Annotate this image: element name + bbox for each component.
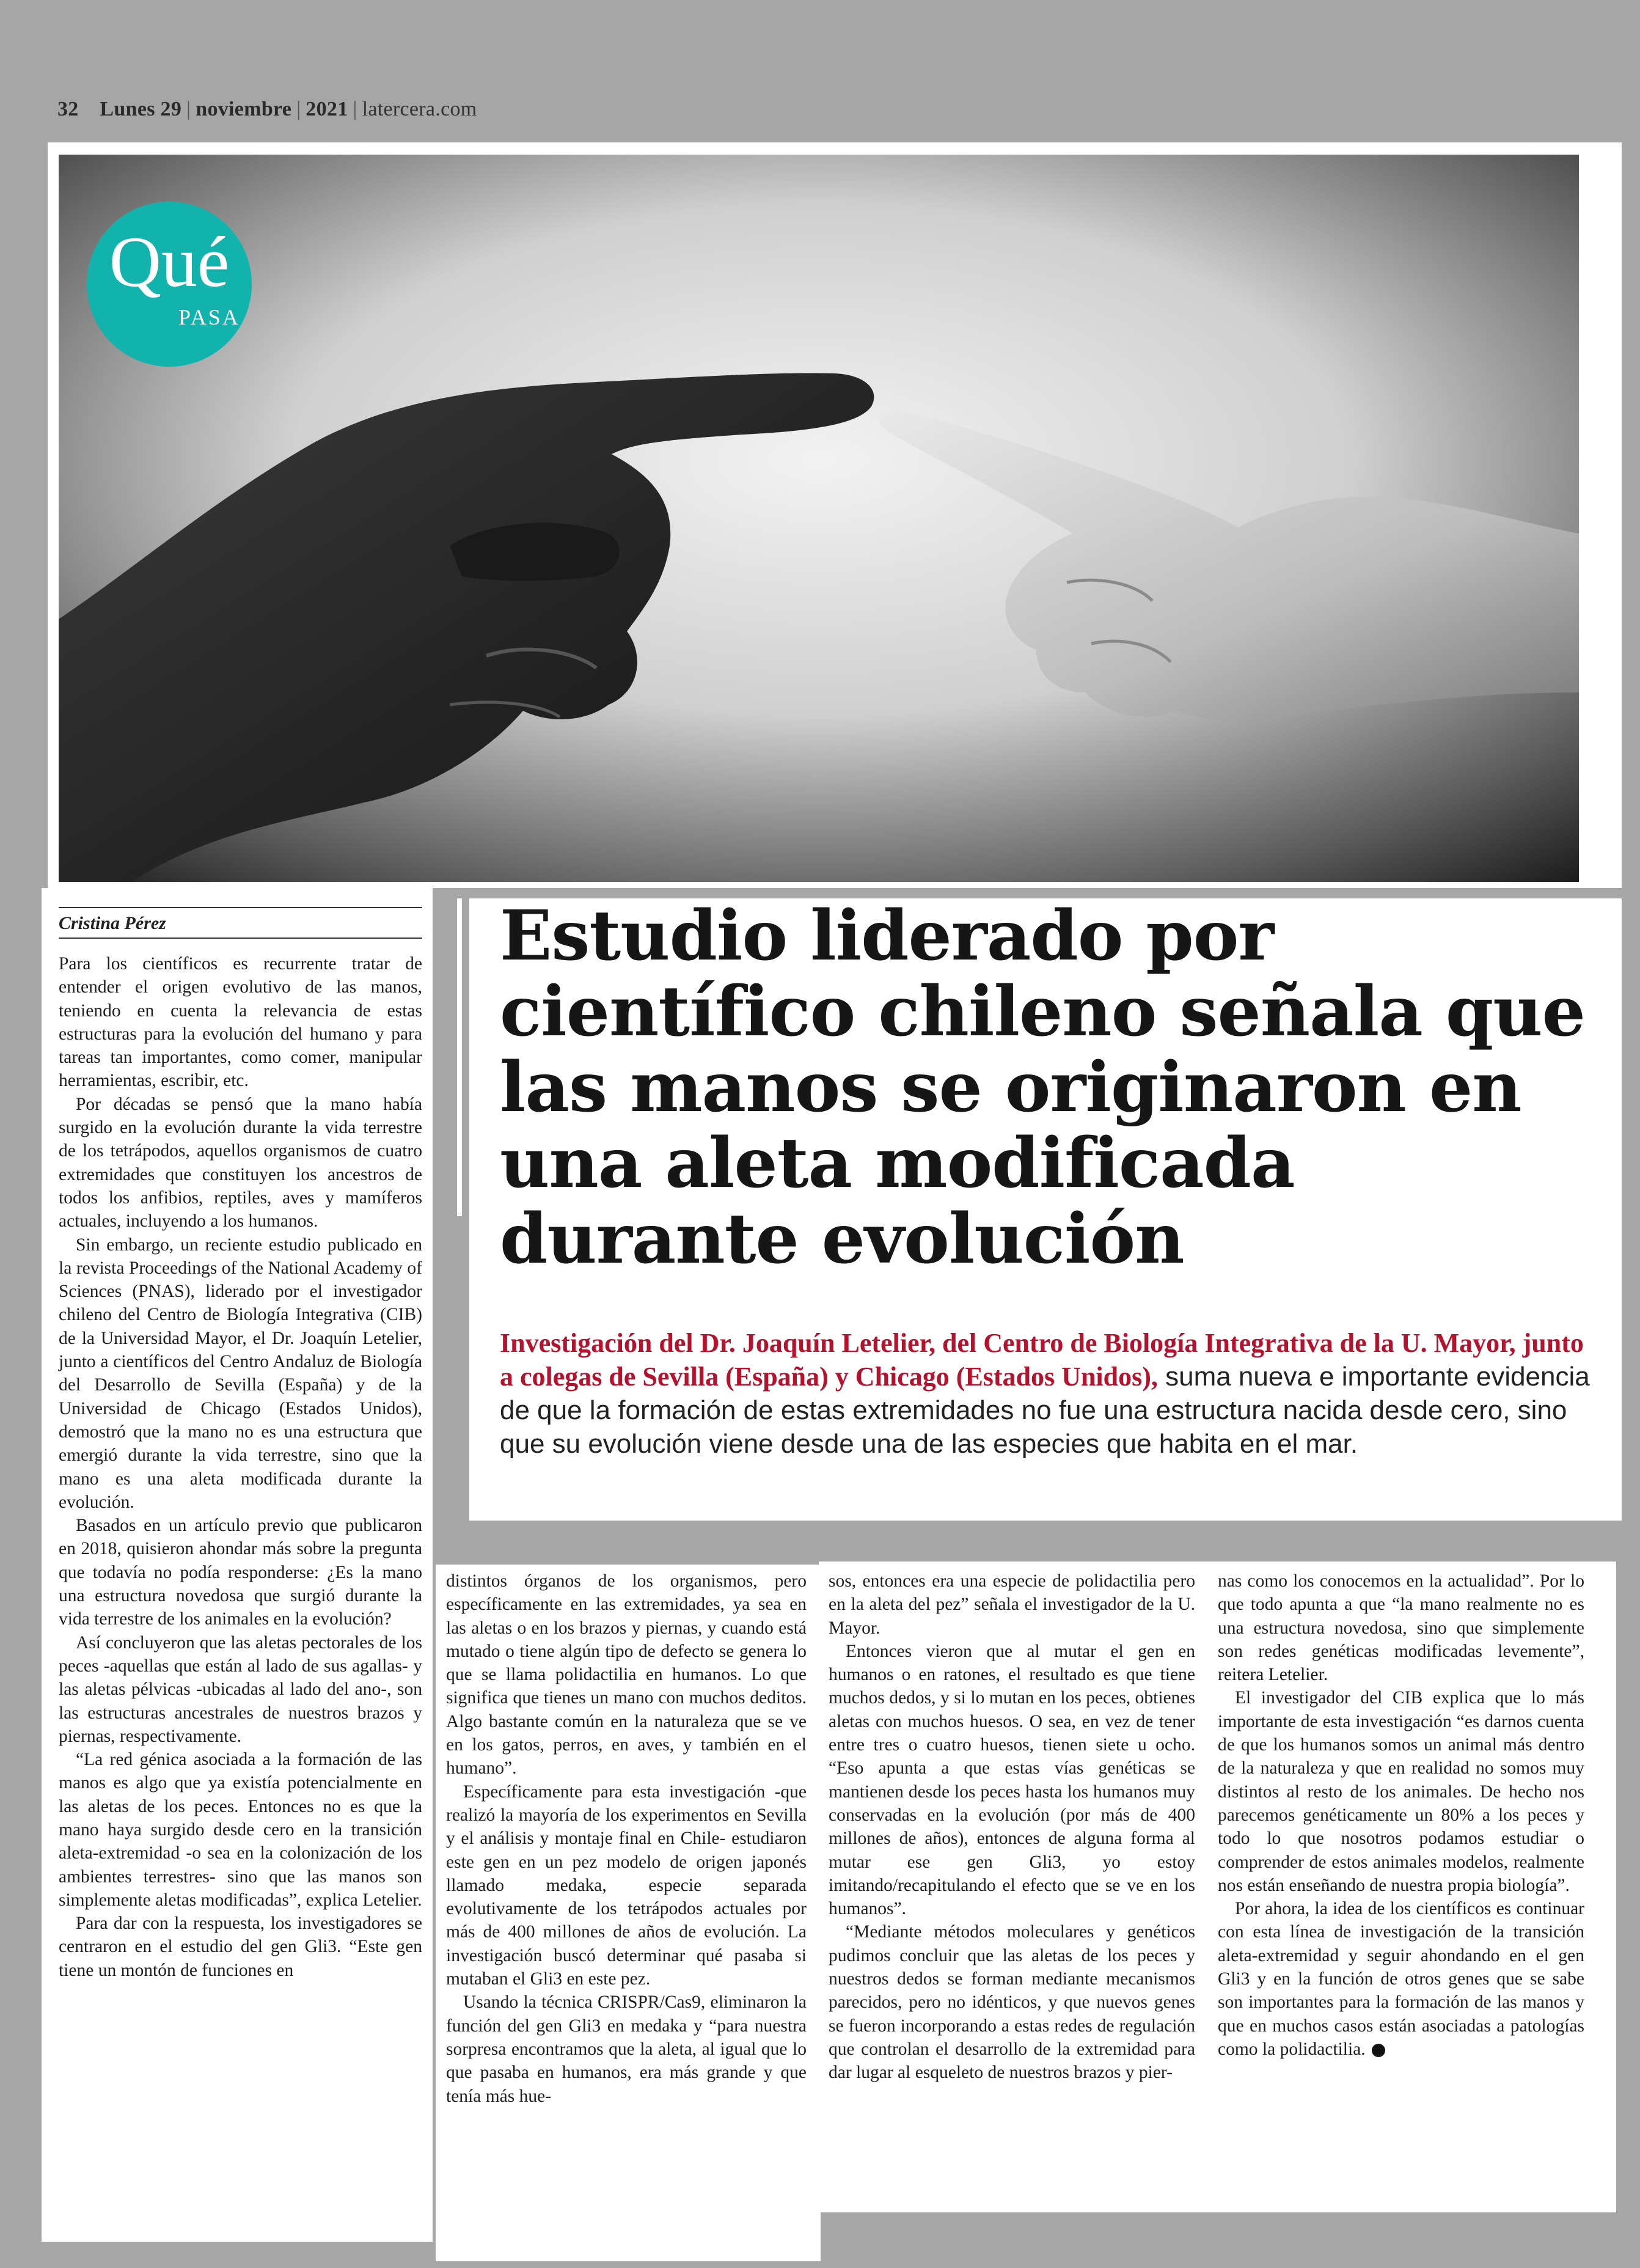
- paragraph: Específicamente para esta investigación -que realizó la mayoría de los experimentos en Sevilla y el análisis y montaje final en Chile- estudiaron este gen en un pez modelo de origen japonés llamado medaka, especie separada evolutivamente de los tetrápodos actuales por más de 400 millones de años de evolución. La investigación buscó determinar qué pasaba si mutaban el Gli3 en este pez.: [446, 1782, 807, 1989]
- paragraph: sos, entonces era una especie de polidactilia pero en la aleta del pez” señala el investigador de la U. Mayor.: [829, 1571, 1195, 1638]
- page-folio: 32 Lunes 29 | noviembre | 2021 | latercera.com: [57, 98, 477, 120]
- logo-word-que: Qué: [109, 222, 230, 302]
- paragraph: Usando la técnica CRISPR/Cas9, eliminaron la función del gen Gli3 en medaka y “para nuestra sorpresa encontramos que la aleta, al igual que lo que pasaba en humanos, era más grande y que tenía más hue-: [446, 1992, 807, 2106]
- issue-month: noviembre: [196, 98, 292, 120]
- byline: Cristina Pérez: [59, 907, 422, 939]
- paragraph: Así concluyeron que las aletas pectorales de los peces -aquellas que están al lado de sus agallas- y las aletas pélvicas -ubicadas al lado del ano-, son las estructuras ancestrales de nuestros brazos y piernas, respectivamente.: [59, 1632, 422, 1746]
- paragraph: Basados en un artículo previo que publicaron en 2018, quisieron ahondar más sobre la pregunta que todavía no podía responderse: ¿Es la mano una estructura novedosa que surgió durante la vida terrestre de los animales en la evolución?: [59, 1516, 422, 1629]
- site-link[interactable]: latercera.com: [362, 98, 477, 120]
- paragraph: El investigador del CIB explica que lo más importante de esta investigación “es darnos cuenta de que los humanos somos un animal más dentro de la naturaleza y que en realidad no somos muy distintos al resto de los animales. De hecho nos parecemos genéticamente un 80% a los peces y todo lo que nosotros podamos estudiar o comprender de estos animales modelos, realmente nos están enseñando de nuestra propia biología”.: [1218, 1688, 1584, 1895]
- page-number: 32: [57, 98, 79, 120]
- deck-highlight: Investigación del Dr. Joaquín Letelier, del Centro de Biología Integrativa de la U. Mayor, junto a colegas de Sevilla (España) y Chicago (Estados Unidos),: [500, 1328, 1584, 1392]
- paragraph: [1218, 1897, 1584, 2061]
- headline-rule: [457, 898, 462, 1216]
- body-column-3: [829, 1569, 1195, 2085]
- headline: Estudio liderado por científico chileno señala que las manos se originaron en una aleta modificada durante evolución: [500, 896, 1585, 1279]
- paragraph: distintos órganos de los organismos, pero específicamente en las extremidades, ya sea en las aletas o en los brazos y piernas, y cuando está mutado o tiene algún tipo de defecto se genera lo que se llama polidactilia en humanos. Lo que significa que tienes un mano con muchos deditos. Algo bastante común en la naturaleza que se ve en los gatos, perros, en aves, y también en el humano”.: [446, 1571, 807, 1778]
- two-hands-reaching-illustration: [59, 155, 1579, 882]
- paragraph: “La red génica asociada a la formación de las manos es algo que ya existía potencialmente en las aletas de los peces. Entonces no es que la mano haya surgido desde cero en la transición aleta-extremidad -o sea en la colonización de los ambientes terrestres- sino que las manos son simplemente aletas modificadas”, explica Letelier.: [59, 1750, 422, 1910]
- hands-photo: [59, 155, 1579, 882]
- deck-text: suma nueva e importante evidencia de que la formación de estas extremidades no fue una estructura nacida desde cero, sino que su evolución viene desde una de las especies que habita en el mar.: [500, 1362, 1590, 1459]
- body-column-2: [446, 1569, 807, 2108]
- paragraph: “Mediante métodos moleculares y genéticos pudimos concluir que las aletas de los peces y nuestros dedos se forman mediante mecanismos parecidos, pero no idénticos, y que nuevos genes se fueron incorporando a estas redes de regulación que controlan el desarrollo de la extremidad para dar lugar al esqueleto de nuestros brazos y pier-: [829, 1922, 1195, 2083]
- paragraph: Entonces vieron que al mutar el gen en humanos o en ratones, el resultado es que tiene muchos dedos, y si lo mutan en los peces, obtienes aletas con muchos huesos. O sea, en vez de tener entre tres o cuatro huesos, tienen siete u ocho. “Eso apunta a que estas vías genéticas se mantienen desde los peces hasta los humanos muy conservadas en la evolución (por más de 400 millones de años), entonces de alguna forma al mutar ese gen Gli3, yo estoy imitando/recapitulando el efecto que se ve en los humanos”.: [829, 1641, 1195, 1919]
- deck: [500, 1326, 1594, 1461]
- paragraph: Sin embargo, un reciente estudio publicado en la revista Proceedings of the National Academy of Sciences (PNAS), liderado por el investigador chileno del Centro de Biología Integrativa (CIB) de la Universidad Mayor, el Dr. Joaquín Letelier, junto a científicos del Centro Andaluz de Biología del Desarrollo de Sevilla (España) y de la Universidad de Chicago (Estados Unidos), demostró que la mano no es una estructura que emergió durante la vida terrestre, sino que la mano es una aleta modificada durante la evolución.: [59, 1235, 422, 1512]
- paragraph: Para dar con la respuesta, los investigadores se centraron en el estudio del gen Gli3. “Este gen tiene un montón de funciones en: [59, 1914, 422, 1980]
- issue-year: 2021: [306, 98, 348, 120]
- body-column-4: [1218, 1569, 1584, 2061]
- issue-day: Lunes 29: [100, 98, 182, 120]
- paragraph: Por décadas se pensó que la mano había surgido en la evolución durante la vida terrestre de los tetrápodos, aquellos organismos de cuatro extremidades que constituyen los ancestros de todos los anfibios, reptiles, aves y mamíferos actuales, incluyendo a los humanos.: [59, 1094, 422, 1231]
- body-column-1: [59, 952, 422, 1982]
- paragraph: nas como los conocemos en la actualidad”. Por lo que todo apunta a que “la mano realmente no es una estructura novedosa, sino que simplemente son redes genéticas modificadas levemente”, reitera Letelier.: [1218, 1571, 1584, 1685]
- que-pasa-logo: [87, 202, 252, 367]
- paragraph: Para los científicos es recurrente tratar de entender el origen evolutivo de las manos, teniendo en cuenta la relevancia de estas estructuras para la evolución del humano y para tareas tan importantes, como comer, manipular herramientas, escribir, etc.: [59, 954, 422, 1091]
- end-mark-icon: [1372, 2044, 1385, 2057]
- logo-word-pasa: PASA: [178, 305, 240, 329]
- paragraph-text: Por ahora, la idea de los científicos es continuar con esta línea de investigación de la transición aleta-extremidad y seguir ahondando en el gen Gli3 y en la función de otros genes que se sabe son importantes para la formación de las manos y que en muchos casos están asociadas a patologías como la polidactilia.: [1218, 1899, 1584, 2059]
